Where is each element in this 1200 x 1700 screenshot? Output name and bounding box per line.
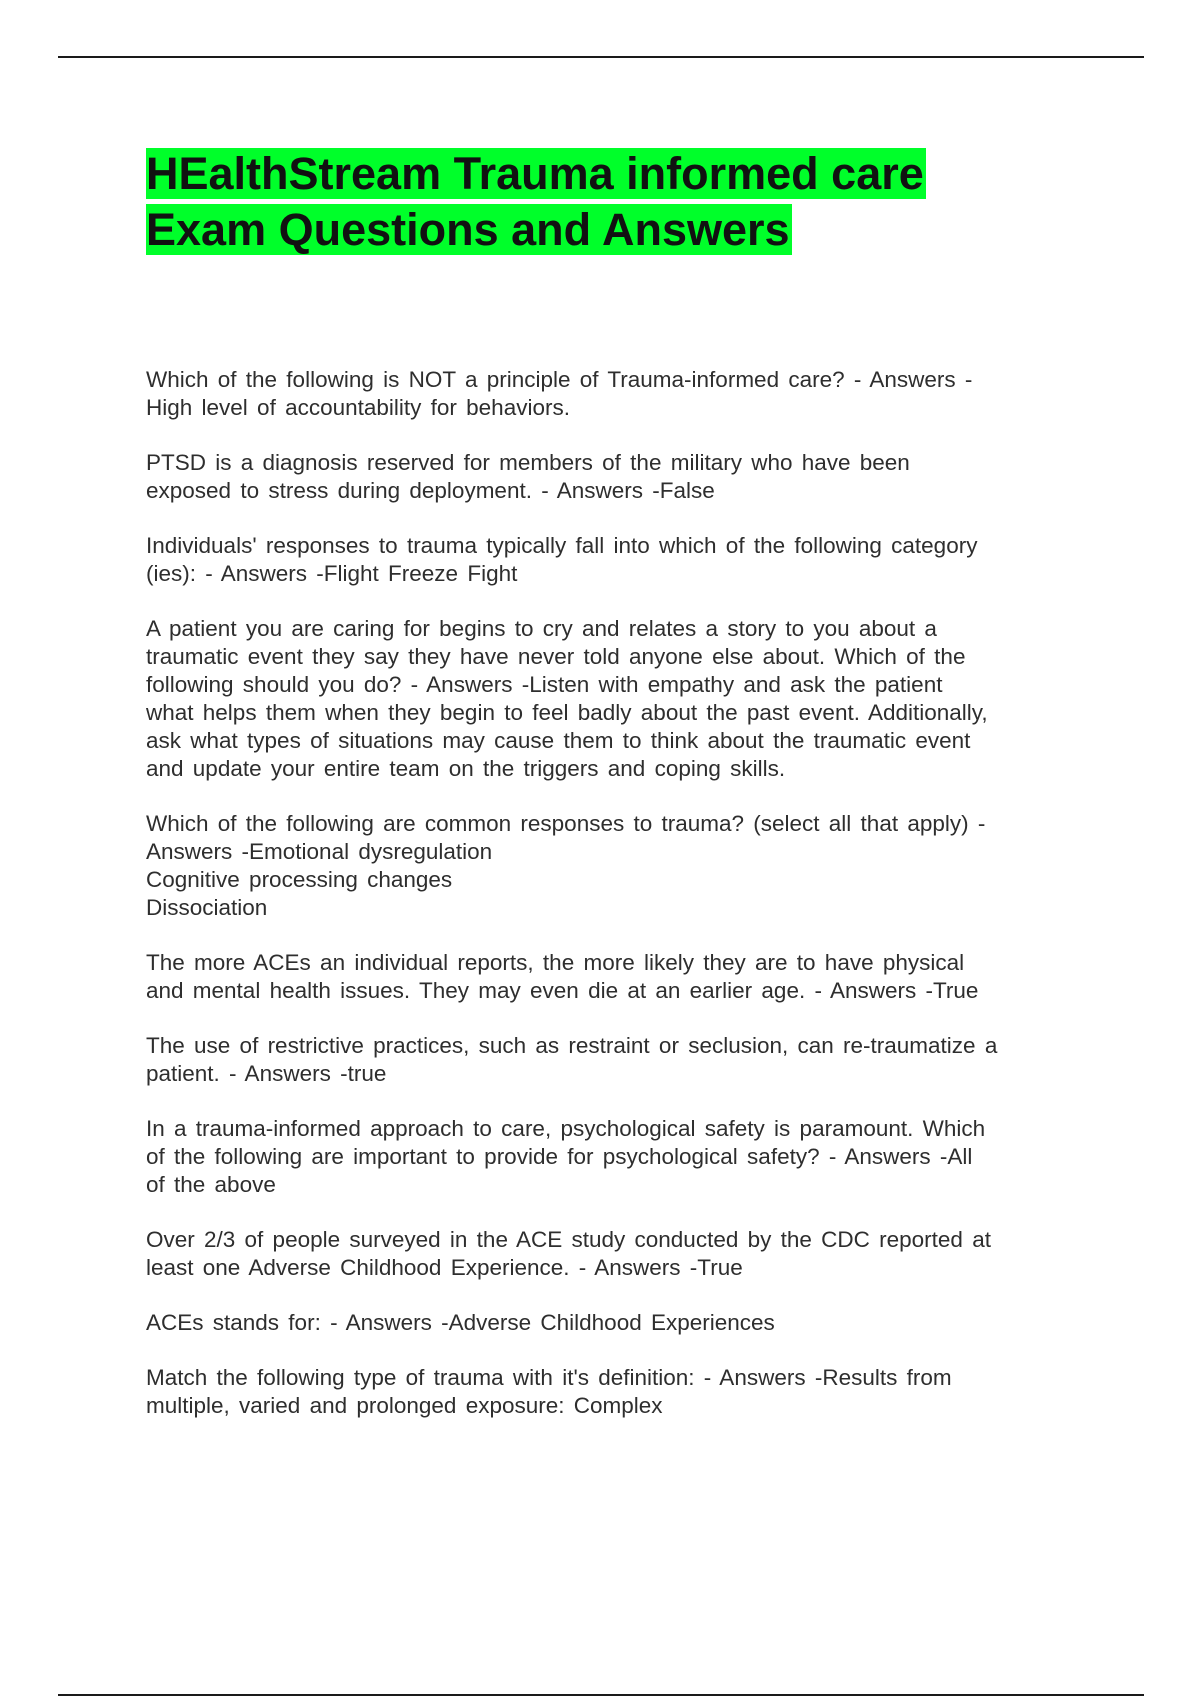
question-text: A patient you are caring for begins to cry and relates a story to you about a traumatic event they say they have never told anyone else about. Which of the following should you do? - Answers [146, 616, 966, 697]
answer-text: -Flight Freeze Fight [316, 561, 518, 586]
qa-list [146, 366, 1086, 1447]
footer-rule [58, 1694, 1144, 1696]
qa-item-5 [146, 810, 1086, 922]
qa-item-1 [146, 366, 1086, 422]
answer-text: -Emotional dysregulation Cognitive processing changes Dissociation [146, 839, 493, 920]
qa-item-9 [146, 1226, 1086, 1282]
answer-text: -Adverse Childhood Experiences [441, 1310, 775, 1335]
answer-text: -All of the above [146, 1144, 973, 1197]
question-text: Over 2/3 of people surveyed in the ACE study conducted by the CDC reported at least one Adverse Childhood Experience. - Answers [146, 1227, 991, 1280]
header-rule [58, 56, 1144, 58]
page-title [146, 146, 1046, 258]
answer-text: -True [689, 1255, 743, 1280]
question-text: The more ACEs an individual reports, the more likely they are to have physical and mental health issues. They may even die at an earlier age. - Answers [146, 950, 965, 1003]
answer-text: -Listen with empathy and ask the patient what helps them when they begin to feel badly about the past event. Additionally, ask what types of situations may cause them to think about the traumatic event and update your entire team on the triggers and coping skills. [146, 672, 988, 781]
answer-text: -True [925, 978, 979, 1003]
qa-item-10 [146, 1309, 1086, 1337]
question-text: ACEs stands for: - Answers [146, 1310, 442, 1335]
question-text: In a trauma-informed approach to care, psychological safety is paramount. Which of the following are important to provide for psychological safety? - Answers [146, 1116, 986, 1169]
question-text: Individuals' responses to trauma typically fall into which of the following category (ies): - Answers [146, 533, 978, 586]
question-text: The use of restrictive practices, such as restraint or seclusion, can re-traumatize a patient. - Answers [146, 1033, 998, 1086]
qa-item-8 [146, 1115, 1086, 1199]
question-text: PTSD is a diagnosis reserved for members of the military who have been exposed to stress during deployment. - Answers [146, 450, 910, 503]
qa-item-6 [146, 949, 1086, 1005]
qa-item-3 [146, 532, 1086, 588]
qa-item-7 [146, 1032, 1086, 1088]
title-line-1: HEalthStream Trauma informed care [146, 148, 924, 199]
answer-text: -true [340, 1061, 387, 1086]
qa-item-11 [146, 1364, 1086, 1420]
answer-text: High level of accountability for behaviors. [146, 395, 570, 420]
qa-item-2 [146, 449, 1086, 505]
question-text: Match the following type of trauma with it's definition: - Answers [146, 1365, 815, 1390]
question-text: Which of the following are common responses to trauma? (select all that apply) - Answers [146, 811, 986, 864]
qa-item-4 [146, 615, 1086, 783]
title-line-2: Exam Questions and Answers [146, 204, 790, 255]
answer-text: -False [652, 478, 715, 503]
answer-text: -Results from multiple, varied and prolonged exposure: Complex [146, 1365, 952, 1418]
question-text: Which of the following is NOT a principle of Trauma-informed care? - Answers - [146, 367, 973, 392]
